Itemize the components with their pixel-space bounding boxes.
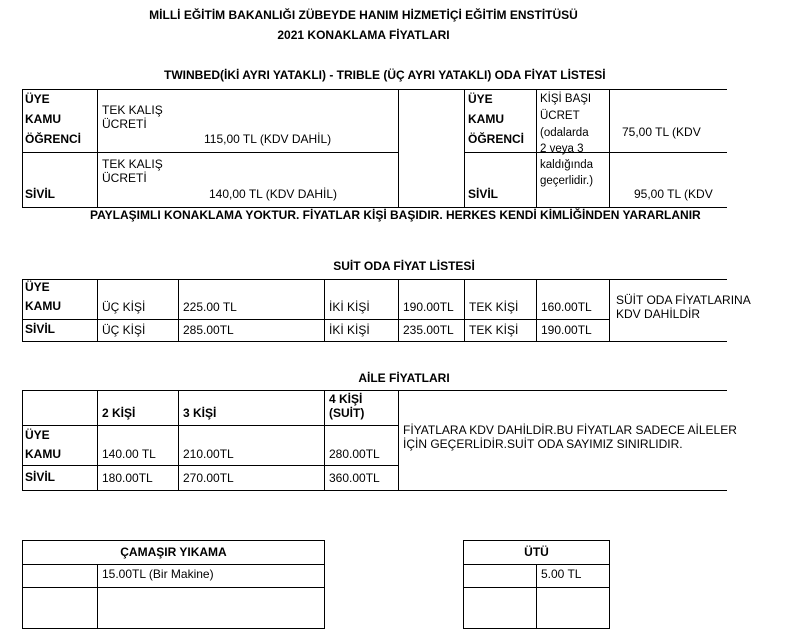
suite-member-label-1: ÜYE bbox=[25, 280, 50, 294]
twin-member-label-3: ÖĞRENCİ bbox=[25, 132, 82, 146]
iron-title: ÜTÜ bbox=[524, 545, 549, 559]
twin-civil-single-label-2: ÜCRETİ bbox=[102, 171, 147, 185]
twin-member-pp-price: 75,00 TL (KDV bbox=[622, 125, 701, 139]
twin-single-label-2: ÜCRETİ bbox=[102, 117, 147, 131]
family-civil-price-two: 180.00TL bbox=[102, 471, 153, 485]
family-col-three: 3 KİŞİ bbox=[183, 406, 217, 420]
suite-member-one-label: TEK KİŞİ bbox=[469, 300, 519, 314]
twin-member-label-2: KAMU bbox=[25, 112, 61, 126]
suite-note-2: KDV DAHİLDİR bbox=[616, 307, 701, 321]
suite-civil-three-label: ÜÇ KİŞİ bbox=[102, 323, 146, 337]
twin-civil-single-label-1: TEK KALIŞ bbox=[102, 157, 163, 171]
twin-per-person-label-2: ÜCRET bbox=[540, 110, 580, 122]
family-member-price-two: 140.00 TL bbox=[102, 447, 156, 461]
suite-note-1: SÜİT ODA FİYATLARINA bbox=[616, 293, 751, 307]
suite-member-label-2: KAMU bbox=[25, 299, 61, 313]
family-member-label-2: KAMU bbox=[25, 447, 61, 461]
twin-per-person-label-6: geçerlidir.) bbox=[540, 175, 594, 187]
twin-civil-label: SİVİL bbox=[25, 187, 56, 201]
suite-member-one-price: 160.00TL bbox=[541, 300, 592, 314]
family-member-price-four: 280.00TL bbox=[329, 447, 380, 461]
iron-price: 5.00 TL bbox=[541, 567, 582, 581]
suite-civil-one-label: TEK KİŞİ bbox=[469, 323, 519, 337]
twin-per-person-label-5: kaldığında bbox=[540, 159, 594, 171]
institution-title: MİLLİ EĞİTİM BAKANLIĞI ZÜBEYDE HANIM HİZMETİÇİ EĞİTİM ENSTİTÜSÜ bbox=[149, 8, 578, 22]
twin-per-person-label-3: (odalarda bbox=[540, 127, 589, 139]
twin-member-label-1: ÜYE bbox=[25, 92, 50, 106]
laundry-title: ÇAMAŞIR YIKAMA bbox=[120, 545, 227, 559]
family-col-two: 2 KİŞİ bbox=[102, 406, 136, 420]
twin-civil-pp-price: 95,00 TL (KDV bbox=[634, 187, 713, 201]
family-civil-label: SİVİL bbox=[25, 470, 56, 484]
laundry-price: 15.00TL (Bir Makine) bbox=[102, 567, 214, 581]
suite-civil-one-price: 190.00TL bbox=[541, 323, 592, 337]
twin-note: PAYLAŞIMLI KONAKLAMA YOKTUR. FİYATLAR KİŞİ BAŞIDIR. HERKES KENDİ KİMLİĞİNDEN YARARLANIR bbox=[90, 208, 701, 222]
twin-pp-member-label-3: ÖĞRENCİ bbox=[468, 132, 525, 146]
family-civil-price-three: 270.00TL bbox=[183, 471, 234, 485]
suite-section-title: SUİT ODA FİYAT LİSTESİ bbox=[333, 259, 475, 273]
twin-pp-member-label-2: KAMU bbox=[468, 112, 504, 126]
twin-pp-civil-label: SİVİL bbox=[468, 187, 499, 201]
family-member-label-1: ÜYE bbox=[25, 428, 50, 442]
twin-section-title: TWINBED(İKİ AYRI YATAKLI) - TRIBLE (ÜÇ AYRI YATAKLI) ODA FİYAT LİSTESİ bbox=[164, 68, 606, 82]
suite-member-three-label: ÜÇ KİŞİ bbox=[102, 300, 146, 314]
family-section-title: AİLE FİYATLARI bbox=[358, 371, 450, 385]
suite-civil-label: SİVİL bbox=[25, 322, 56, 336]
suite-civil-two-label: İKİ KİŞİ bbox=[329, 323, 370, 337]
page-subtitle: 2021 KONAKLAMA FİYATLARI bbox=[277, 28, 450, 42]
family-col-four-2: (SUİT) bbox=[329, 406, 365, 420]
twin-single-label-1: TEK KALIŞ bbox=[102, 103, 163, 117]
family-col-four-1: 4 KİŞİ bbox=[329, 392, 363, 406]
twin-per-person-label-4: 2 veya 3 bbox=[540, 143, 584, 155]
twin-per-person-label-1: KİŞİ BAŞI bbox=[540, 93, 592, 105]
family-civil-price-four: 360.00TL bbox=[329, 471, 380, 485]
suite-member-two-price: 190.00TL bbox=[403, 300, 454, 314]
twin-pp-member-label-1: ÜYE bbox=[468, 92, 493, 106]
suite-civil-three-price: 285.00TL bbox=[183, 323, 234, 337]
suite-member-three-price: 225.00 TL bbox=[183, 300, 237, 314]
family-member-price-three: 210.00TL bbox=[183, 447, 234, 461]
family-note-1: FİYATLARA KDV DAHİLDİR.BU FİYATLAR SADECE AİLELER bbox=[403, 423, 737, 437]
twin-civil-price: 140,00 TL (KDV DAHİL) bbox=[209, 187, 338, 201]
family-note-2: İÇİN GEÇERLİDİR.SUİT ODA SAYIMIZ SINIRLIDIR. bbox=[403, 437, 683, 451]
suite-member-two-label: İKİ KİŞİ bbox=[329, 300, 370, 314]
suite-civil-two-price: 235.00TL bbox=[403, 323, 454, 337]
twin-member-price: 115,00 TL (KDV DAHİL) bbox=[204, 132, 332, 146]
